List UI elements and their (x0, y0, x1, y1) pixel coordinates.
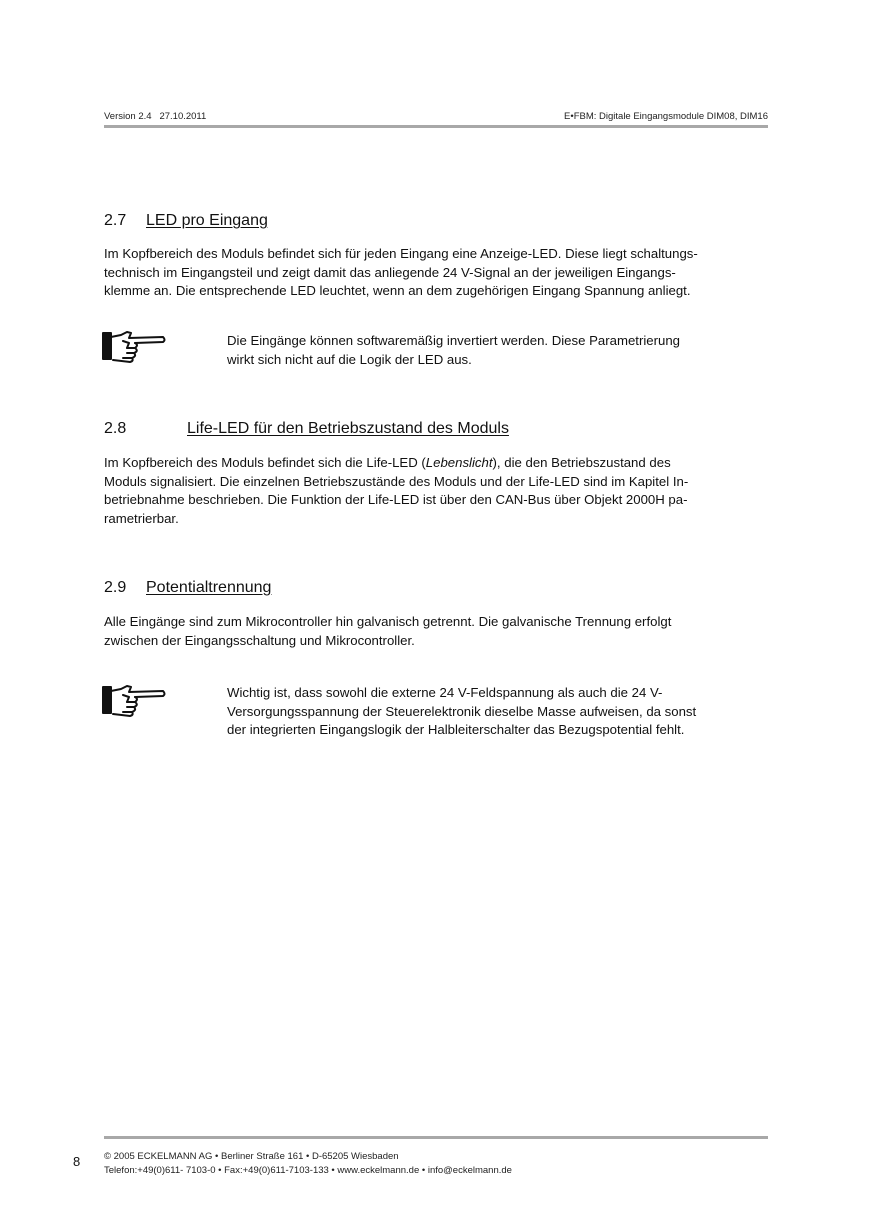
header-version: Version 2.4 27.10.2011 (104, 111, 207, 122)
footer-contact: Telefon:+49(0)611- 7103-0 • Fax:+49(0)611-7103-133 • www.eckelmann.de • info@eckelmann.de (104, 1165, 512, 1176)
paragraph-line: Im Kopfbereich des Moduls befindet sich für jeden Eingang eine Anzeige-LED. Diese liegt schaltungs- (104, 246, 698, 261)
header-title: E•FBM: Digitale Eingangsmodule DIM08, DIM16 (564, 111, 768, 122)
section-title: LED pro Eingang (146, 212, 268, 229)
section-number: 2.8 (104, 420, 127, 437)
footer-address: © 2005 ECKELMANN AG • Berliner Straße 161 • D-65205 Wiesbaden (104, 1151, 399, 1162)
section-2-7-body (104, 245, 768, 301)
paragraph-line: rametrierbar. (104, 510, 179, 526)
emphasis-text: Lebenslicht (425, 455, 493, 470)
paragraph-line: technisch im Eingangsteil und zeigt damit das anliegende 24 V-Signal an der jeweiligen Eingangs- (104, 264, 676, 280)
paragraph-line: Alle Eingänge sind zum Mikrocontroller hin galvanisch getrennt. Die galvanische Trennung erfolgt (104, 614, 672, 629)
section-number: 2.7 (104, 212, 127, 229)
section-number: 2.9 (104, 579, 127, 596)
note-line: wirkt sich nicht auf die Logik der LED aus. (227, 351, 472, 367)
page-number: 8 (73, 1154, 81, 1169)
paragraph-line: klemme an. Die entsprechende LED leuchtet, wenn an dem zugehörigen Eingang Spannung anliegt. (104, 283, 691, 298)
note-line: Wichtig ist, dass sowohl die externe 24 V-Feldspannung als auch die 24 V- (227, 685, 663, 700)
section-title: Life-LED für den Betriebszustand des Moduls (187, 420, 509, 437)
text-run: Im Kopfbereich des Moduls befindet sich die Life-LED ( (104, 455, 426, 470)
section-heading-2-9 (104, 579, 271, 597)
section-2-9-body (104, 613, 768, 650)
paragraph-line: betriebnahme beschrieben. Die Funktion der Life-LED ist über den CAN-Bus über Objekt 2000H pa- (104, 492, 688, 507)
paragraph-line: zwischen der Eingangsschaltung und Mikrocontroller. (104, 632, 415, 648)
section-title: Potentialtrennung (146, 579, 272, 596)
section-2-9-note (227, 684, 767, 740)
text-run: ), die den Betriebszustand des (492, 455, 671, 470)
paragraph-line: Moduls signalisiert. Die einzelnen Betriebszustände des Moduls und der Life-LED sind im Kapitel In- (104, 473, 689, 489)
note-line: der integrierten Eingangslogik der Halbleiterschalter das Bezugspotential fehlt. (227, 722, 685, 737)
section-heading-2-8 (104, 420, 509, 438)
note-line: Versorgungsspannung der Steuerelektronik dieselbe Masse aufweisen, da sonst (227, 703, 697, 719)
section-heading-2-7 (104, 212, 268, 230)
section-2-7-note (227, 332, 767, 369)
footer-rule (104, 1136, 768, 1139)
pointing-hand-icon (101, 329, 167, 363)
header-rule (104, 125, 768, 128)
paragraph-line (104, 454, 768, 473)
pointing-hand-icon (101, 683, 167, 717)
section-2-8-body (104, 454, 768, 528)
note-line: Die Eingänge können softwaremäßig invertiert werden. Diese Parametrierung (227, 333, 680, 348)
